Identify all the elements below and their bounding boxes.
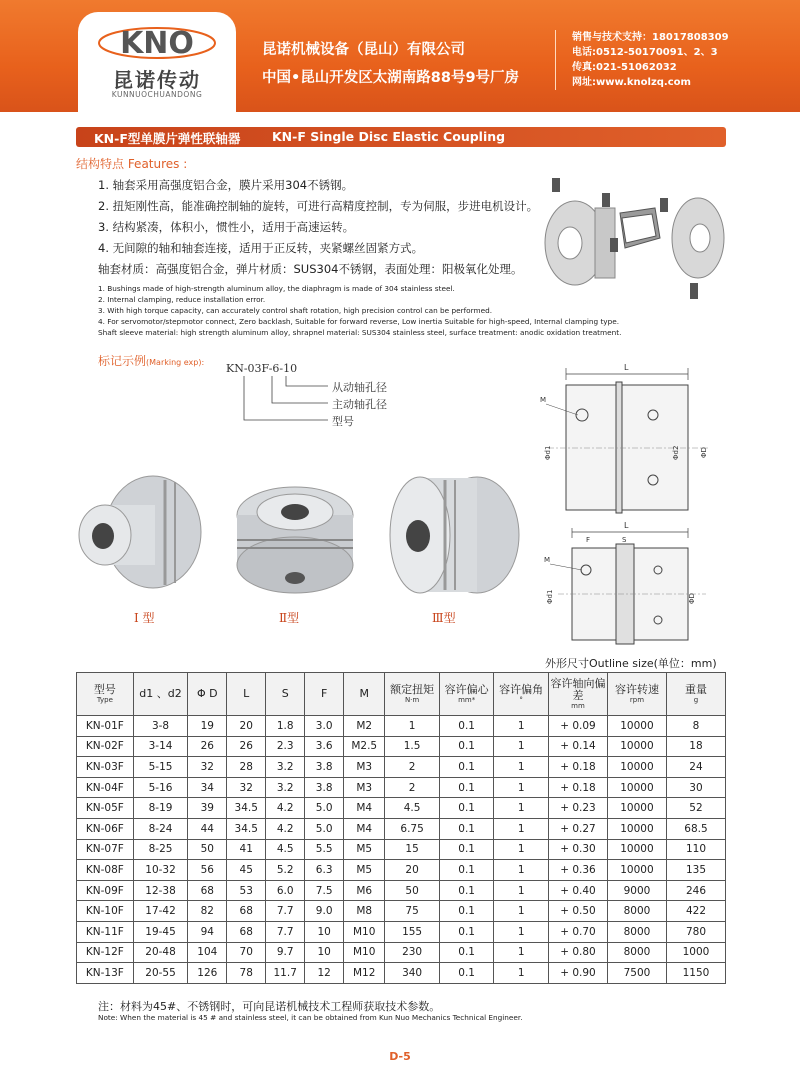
table-cell: 4.2 <box>266 818 305 839</box>
table-cell: M5 <box>344 860 385 881</box>
table-cell: 68 <box>188 880 227 901</box>
table-cell: 94 <box>188 921 227 942</box>
header-unit: mm <box>571 701 585 710</box>
header-unit: N·m <box>404 695 420 704</box>
marking-label-model: 型号 <box>332 415 354 428</box>
table-cell: 3-8 <box>133 716 188 737</box>
table-cell: 4.2 <box>266 798 305 819</box>
feature-item-en: 3. With high torque capacity, can accurately control shaft rotation, high precision control can be performed. <box>98 306 493 315</box>
product-title-bar <box>76 127 726 147</box>
feature-item-en: 2. Internal clamping, reduce installation error. <box>98 295 266 304</box>
dim-label-M2: M <box>544 556 551 564</box>
table-cell: 1 <box>494 860 549 881</box>
table-cell: 53 <box>227 880 266 901</box>
table-cell: 8-19 <box>133 798 188 819</box>
company-info <box>262 36 519 92</box>
table-cell: 44 <box>188 818 227 839</box>
dim-label-d1: Φd1 <box>544 445 552 460</box>
table-cell: 9.7 <box>266 942 305 963</box>
table-cell: 3.2 <box>266 777 305 798</box>
table-cell: 0.1 <box>439 839 494 860</box>
table-cell: 6.75 <box>385 818 440 839</box>
table-cell: 78 <box>227 963 266 984</box>
dim-label-d2: Φd2 <box>672 445 680 460</box>
dim-label-D2: ΦD <box>688 593 696 604</box>
table-cell: 5.5 <box>305 839 344 860</box>
table-cell: 19 <box>188 716 227 737</box>
table-cell: + 0.18 <box>548 777 607 798</box>
table-cell: 3.6 <box>305 736 344 757</box>
type-2-coupling-image <box>225 470 365 605</box>
table-cell: 10000 <box>607 777 666 798</box>
table-cell: M8 <box>344 901 385 922</box>
table-cell: 1.5 <box>385 736 440 757</box>
table-cell: 5.0 <box>305 798 344 819</box>
table-cell: + 0.30 <box>548 839 607 860</box>
table-cell: 0.1 <box>439 757 494 778</box>
header-unit: rpm <box>629 695 645 704</box>
table-cell: 34.5 <box>227 798 266 819</box>
table-cell: M3 <box>344 777 385 798</box>
table-cell: + 0.23 <box>548 798 607 819</box>
contact-phone: 电话:0512-50170091、2、3 <box>572 47 718 58</box>
table-cell: 17-42 <box>133 901 188 922</box>
table-cell: KN-03F <box>77 757 134 778</box>
table-cell: 1 <box>494 901 549 922</box>
table-cell: 9000 <box>607 880 666 901</box>
table-cell: 20 <box>227 716 266 737</box>
table-cell: M10 <box>344 942 385 963</box>
logo <box>78 12 236 112</box>
marking-label-driven-bore: 从动轴孔径 <box>332 381 387 394</box>
table-cell: 110 <box>666 839 725 860</box>
contact-fax: 传真:021-51062032 <box>572 62 677 73</box>
table-cell: + 0.40 <box>548 880 607 901</box>
header-unit: Type <box>96 695 113 704</box>
table-cell: 45 <box>227 860 266 881</box>
table-cell: M12 <box>344 963 385 984</box>
kno-logo-icon <box>96 24 218 62</box>
table-header-cell <box>77 673 134 716</box>
table-header-cell <box>188 673 227 716</box>
table-cell: 8-24 <box>133 818 188 839</box>
table-cell: + 0.70 <box>548 921 607 942</box>
table-cell: M2.5 <box>344 736 385 757</box>
table-cell: 8-25 <box>133 839 188 860</box>
header-unit: g <box>693 695 699 704</box>
table-cell: KN-04F <box>77 777 134 798</box>
table-cell: 12-38 <box>133 880 188 901</box>
table-cell: M6 <box>344 880 385 901</box>
table-cell: KN-02F <box>77 736 134 757</box>
table-cell: 3.0 <box>305 716 344 737</box>
dim-label-S: S <box>622 536 627 544</box>
table-cell: KN-12F <box>77 942 134 963</box>
page-header <box>0 0 800 112</box>
table-cell: 82 <box>188 901 227 922</box>
table-cell: 41 <box>227 839 266 860</box>
brand-name-cn: 昆诺传动 <box>113 68 201 92</box>
table-cell: 3.8 <box>305 757 344 778</box>
table-cell: KN-11F <box>77 921 134 942</box>
table-row <box>77 963 726 984</box>
table-cell: 0.1 <box>439 798 494 819</box>
header-label: F <box>320 687 328 700</box>
table-cell: 50 <box>385 880 440 901</box>
type-3-label: Ⅲ型 <box>432 611 456 625</box>
table-cell: 26 <box>188 736 227 757</box>
table-header-cell <box>439 673 494 716</box>
table-cell: M4 <box>344 798 385 819</box>
dim-label-L: L <box>624 363 629 372</box>
table-cell: 28 <box>227 757 266 778</box>
header-unit: mm* <box>458 695 476 704</box>
table-row <box>77 818 726 839</box>
table-cell: 0.1 <box>439 942 494 963</box>
type-1-coupling-image <box>75 470 205 600</box>
table-header-cell <box>494 673 549 716</box>
table-cell: 104 <box>188 942 227 963</box>
table-cell: M4 <box>344 818 385 839</box>
technical-drawing-2 <box>528 520 728 650</box>
product-title-en: KN-F Single Disc Elastic Coupling <box>272 129 506 144</box>
table-row <box>77 921 726 942</box>
table-header-cell <box>266 673 305 716</box>
table-cell: 26 <box>227 736 266 757</box>
table-cell: 1 <box>385 716 440 737</box>
table-cell: 0.1 <box>439 818 494 839</box>
table-cell: 5-16 <box>133 777 188 798</box>
table-cell: KN-13F <box>77 963 134 984</box>
table-cell: 68 <box>227 921 266 942</box>
table-row <box>77 880 726 901</box>
table-row <box>77 777 726 798</box>
table-cell: 20-48 <box>133 942 188 963</box>
header-unit: ° <box>519 695 523 704</box>
company-name: 昆诺机械设备（昆山）有限公司 <box>262 42 465 58</box>
header-label: M <box>359 687 369 700</box>
table-header-cell <box>227 673 266 716</box>
exploded-view-image <box>540 178 730 308</box>
table-cell: 8000 <box>607 942 666 963</box>
note-cn: 注：材料为45#、不锈钢时，可向昆诺机械技术工程师获取技术参数。 <box>98 1000 441 1013</box>
table-cell: 19-45 <box>133 921 188 942</box>
table-cell: 30 <box>666 777 725 798</box>
feature-item: 3. 结构紧凑，体积小，惯性小，适用于高速运转。 <box>98 220 355 234</box>
feature-item: 1. 轴套采用高强度铝合金，膜片采用304不锈钢。 <box>98 178 354 192</box>
feature-item-en: 1. Bushings made of high-strength aluminum alloy, the diaphragm is made of 304 stainless steel. <box>98 284 455 293</box>
table-row <box>77 901 726 922</box>
table-cell: 52 <box>666 798 725 819</box>
table-cell: 0.1 <box>439 736 494 757</box>
table-header-cell <box>607 673 666 716</box>
table-cell: KN-01F <box>77 716 134 737</box>
table-header-cell <box>548 673 607 716</box>
table-cell: + 0.27 <box>548 818 607 839</box>
table-cell: 4.5 <box>385 798 440 819</box>
type-3-coupling-image <box>385 470 525 605</box>
table-cell: 1 <box>494 818 549 839</box>
features-list-cn <box>98 175 538 280</box>
dim-label-L2: L <box>624 521 629 530</box>
marking-code: KN-03F-6-10 <box>226 362 298 375</box>
table-header-cell <box>666 673 725 716</box>
contact-sales: 销售与技术支持：18017808309 <box>572 32 729 43</box>
table-cell: 1 <box>494 839 549 860</box>
table-cell: 3.8 <box>305 777 344 798</box>
table-cell: 1 <box>494 757 549 778</box>
features-heading: 结构特点 Features : <box>76 157 188 171</box>
table-cell: 10000 <box>607 757 666 778</box>
table-cell: 50 <box>188 839 227 860</box>
table-cell: 10000 <box>607 798 666 819</box>
header-label: 型号 <box>93 682 116 696</box>
table-cell: + 0.09 <box>548 716 607 737</box>
table-cell: 11.7 <box>266 963 305 984</box>
table-cell: 780 <box>666 921 725 942</box>
page-number: D-5 <box>389 1050 411 1063</box>
table-cell: 34.5 <box>227 818 266 839</box>
table-body <box>77 716 726 984</box>
table-row <box>77 942 726 963</box>
table-cell: KN-07F <box>77 839 134 860</box>
table-cell: + 0.80 <box>548 942 607 963</box>
feature-item-en: Shaft sleeve material: high strength aluminum alloy, shrapnel material: SUS304 stainless steel, surface treatment: anodic oxidation treatment. <box>98 328 622 337</box>
table-header-row <box>77 673 726 716</box>
header-label: d1 、d2 <box>139 687 182 700</box>
header-label: L <box>243 687 250 700</box>
table-cell: 3-14 <box>133 736 188 757</box>
table-cell: 10000 <box>607 860 666 881</box>
type-2-label: Ⅱ型 <box>279 611 300 625</box>
table-cell: 0.1 <box>439 860 494 881</box>
table-cell: 155 <box>385 921 440 942</box>
table-cell: M10 <box>344 921 385 942</box>
table-cell: 340 <box>385 963 440 984</box>
table-cell: 18 <box>666 736 725 757</box>
table-cell: 1 <box>494 942 549 963</box>
table-row <box>77 716 726 737</box>
table-row <box>77 798 726 819</box>
header-label: 容许偏角 <box>499 682 544 696</box>
table-row <box>77 757 726 778</box>
table-cell: 32 <box>227 777 266 798</box>
table-cell: 7.7 <box>266 921 305 942</box>
table-cell: 2 <box>385 757 440 778</box>
table-cell: 0.1 <box>439 716 494 737</box>
feature-item: 轴套材质：高强度铝合金，弹片材质：SUS304不锈钢，表面处理：阳极氧化处理。 <box>98 262 523 276</box>
table-cell: 2.3 <box>266 736 305 757</box>
table-cell: 10-32 <box>133 860 188 881</box>
spec-table <box>76 672 726 984</box>
table-cell: 0.1 <box>439 880 494 901</box>
marking-label-driving-bore: 主动轴孔径 <box>332 398 387 411</box>
table-header-cell <box>133 673 188 716</box>
table-header-cell <box>344 673 385 716</box>
header-label: Φ D <box>196 687 218 700</box>
table-cell: 1 <box>494 777 549 798</box>
table-row <box>77 736 726 757</box>
table-cell: 1.8 <box>266 716 305 737</box>
feature-item: 4. 无间隙的轴和轴套连接，适用于正反转，夹紧螺丝固紧方式。 <box>98 241 424 255</box>
table-cell: 1000 <box>666 942 725 963</box>
table-cell: 230 <box>385 942 440 963</box>
table-cell: 20-55 <box>133 963 188 984</box>
table-cell: 34 <box>188 777 227 798</box>
type-1-label: Ⅰ 型 <box>134 611 155 625</box>
table-cell: 15 <box>385 839 440 860</box>
marking-heading-en: (Marking exp): <box>146 358 205 367</box>
table-cell: 1150 <box>666 963 725 984</box>
table-cell: 0.1 <box>439 901 494 922</box>
table-cell: 10000 <box>607 839 666 860</box>
table-cell: 1 <box>494 921 549 942</box>
note-en: Note: When the material is 45 # and stainless steel, it can be obtained from Kun Nuo Mechanics Technical Engineer. <box>98 1013 523 1022</box>
table-cell: 5.0 <box>305 818 344 839</box>
table-cell: 2 <box>385 777 440 798</box>
feature-item-en: 4. For servomotor/stepmotor connect, Zero backlash, Suitable for forward reverse, Low inertia Suitable for high-speed, Internal clamping type. <box>98 317 620 326</box>
table-cell: M5 <box>344 839 385 860</box>
logo-text: KNO <box>120 26 194 61</box>
table-cell: 5-15 <box>133 757 188 778</box>
table-cell: 6.0 <box>266 880 305 901</box>
table-cell: 0.1 <box>439 963 494 984</box>
table-cell: 39 <box>188 798 227 819</box>
table-cell: 1 <box>494 716 549 737</box>
table-cell: 10000 <box>607 736 666 757</box>
table-cell: KN-10F <box>77 901 134 922</box>
table-cell: + 0.90 <box>548 963 607 984</box>
table-cell: 0.1 <box>439 921 494 942</box>
table-cell: 68.5 <box>666 818 725 839</box>
table-cell: 7.7 <box>266 901 305 922</box>
table-cell: 10000 <box>607 716 666 737</box>
header-label: 容许轴向偏差 <box>550 676 606 702</box>
table-cell: 126 <box>188 963 227 984</box>
table-cell: 3.2 <box>266 757 305 778</box>
contact-info <box>572 30 729 90</box>
table-cell: 24 <box>666 757 725 778</box>
header-divider <box>555 30 556 90</box>
table-cell: 5.2 <box>266 860 305 881</box>
table-cell: KN-08F <box>77 860 134 881</box>
table-cell: 1 <box>494 963 549 984</box>
table-cell: 0.1 <box>439 777 494 798</box>
table-cell: + 0.50 <box>548 901 607 922</box>
table-cell: 6.3 <box>305 860 344 881</box>
brand-name-en: KUNNUOCHUANDONG <box>111 90 203 99</box>
header-label: 额定扭矩 <box>390 682 435 696</box>
table-cell: 8000 <box>607 901 666 922</box>
header-label: S <box>281 687 289 700</box>
marking-leader-lines <box>236 376 336 426</box>
table-cell: 1 <box>494 798 549 819</box>
table-cell: 10000 <box>607 818 666 839</box>
table-cell: + 0.18 <box>548 757 607 778</box>
product-title-cn: KN-F型单膜片弹性联轴器 <box>94 131 241 146</box>
table-cell: 70 <box>227 942 266 963</box>
table-row <box>77 860 726 881</box>
dim-label-D: ΦD <box>700 447 708 458</box>
header-label: 容许偏心 <box>444 682 489 696</box>
table-cell: 68 <box>227 901 266 922</box>
feature-item: 2. 扭矩刚性高，能准确控制轴的旋转，可进行高精度控制，专为伺服，步进电机设计。 <box>98 199 539 213</box>
table-cell: 56 <box>188 860 227 881</box>
table-header-cell <box>385 673 440 716</box>
table-cell: 9.0 <box>305 901 344 922</box>
table-cell: M3 <box>344 757 385 778</box>
table-cell: 20 <box>385 860 440 881</box>
table-cell: 8000 <box>607 921 666 942</box>
table-cell: 246 <box>666 880 725 901</box>
table-cell: M2 <box>344 716 385 737</box>
outline-size-caption: 外形尺寸Outline size(单位：mm) <box>545 657 717 670</box>
table-row <box>77 839 726 860</box>
table-header-cell <box>305 673 344 716</box>
marking-heading-cn: 标记示例 <box>98 354 147 368</box>
table-cell: 1 <box>494 736 549 757</box>
dim-label-F: F <box>586 536 591 544</box>
dim-label-d1-2: Φd1 <box>546 589 554 604</box>
contact-website: 网址:www.knolzq.com <box>572 77 691 88</box>
table-cell: 75 <box>385 901 440 922</box>
table-cell: KN-05F <box>77 798 134 819</box>
table-cell: 7.5 <box>305 880 344 901</box>
table-cell: 10 <box>305 921 344 942</box>
marking-heading <box>98 352 204 369</box>
header-label: 容许转速 <box>614 682 659 696</box>
table-cell: 4.5 <box>266 839 305 860</box>
table-cell: KN-06F <box>77 818 134 839</box>
table-cell: 422 <box>666 901 725 922</box>
company-address: 中国•昆山开发区太湖南路88号9号厂房 <box>262 70 520 86</box>
table-cell: 7500 <box>607 963 666 984</box>
dim-label-M: M <box>540 396 547 404</box>
table-cell: 135 <box>666 860 725 881</box>
table-cell: + 0.36 <box>548 860 607 881</box>
table-cell: 10 <box>305 942 344 963</box>
header-label: 重量 <box>684 682 707 696</box>
table-cell: + 0.14 <box>548 736 607 757</box>
technical-drawing-1 <box>528 360 728 525</box>
table-cell: 8 <box>666 716 725 737</box>
table-cell: 1 <box>494 880 549 901</box>
table-cell: 12 <box>305 963 344 984</box>
table-cell: KN-09F <box>77 880 134 901</box>
table-cell: 32 <box>188 757 227 778</box>
